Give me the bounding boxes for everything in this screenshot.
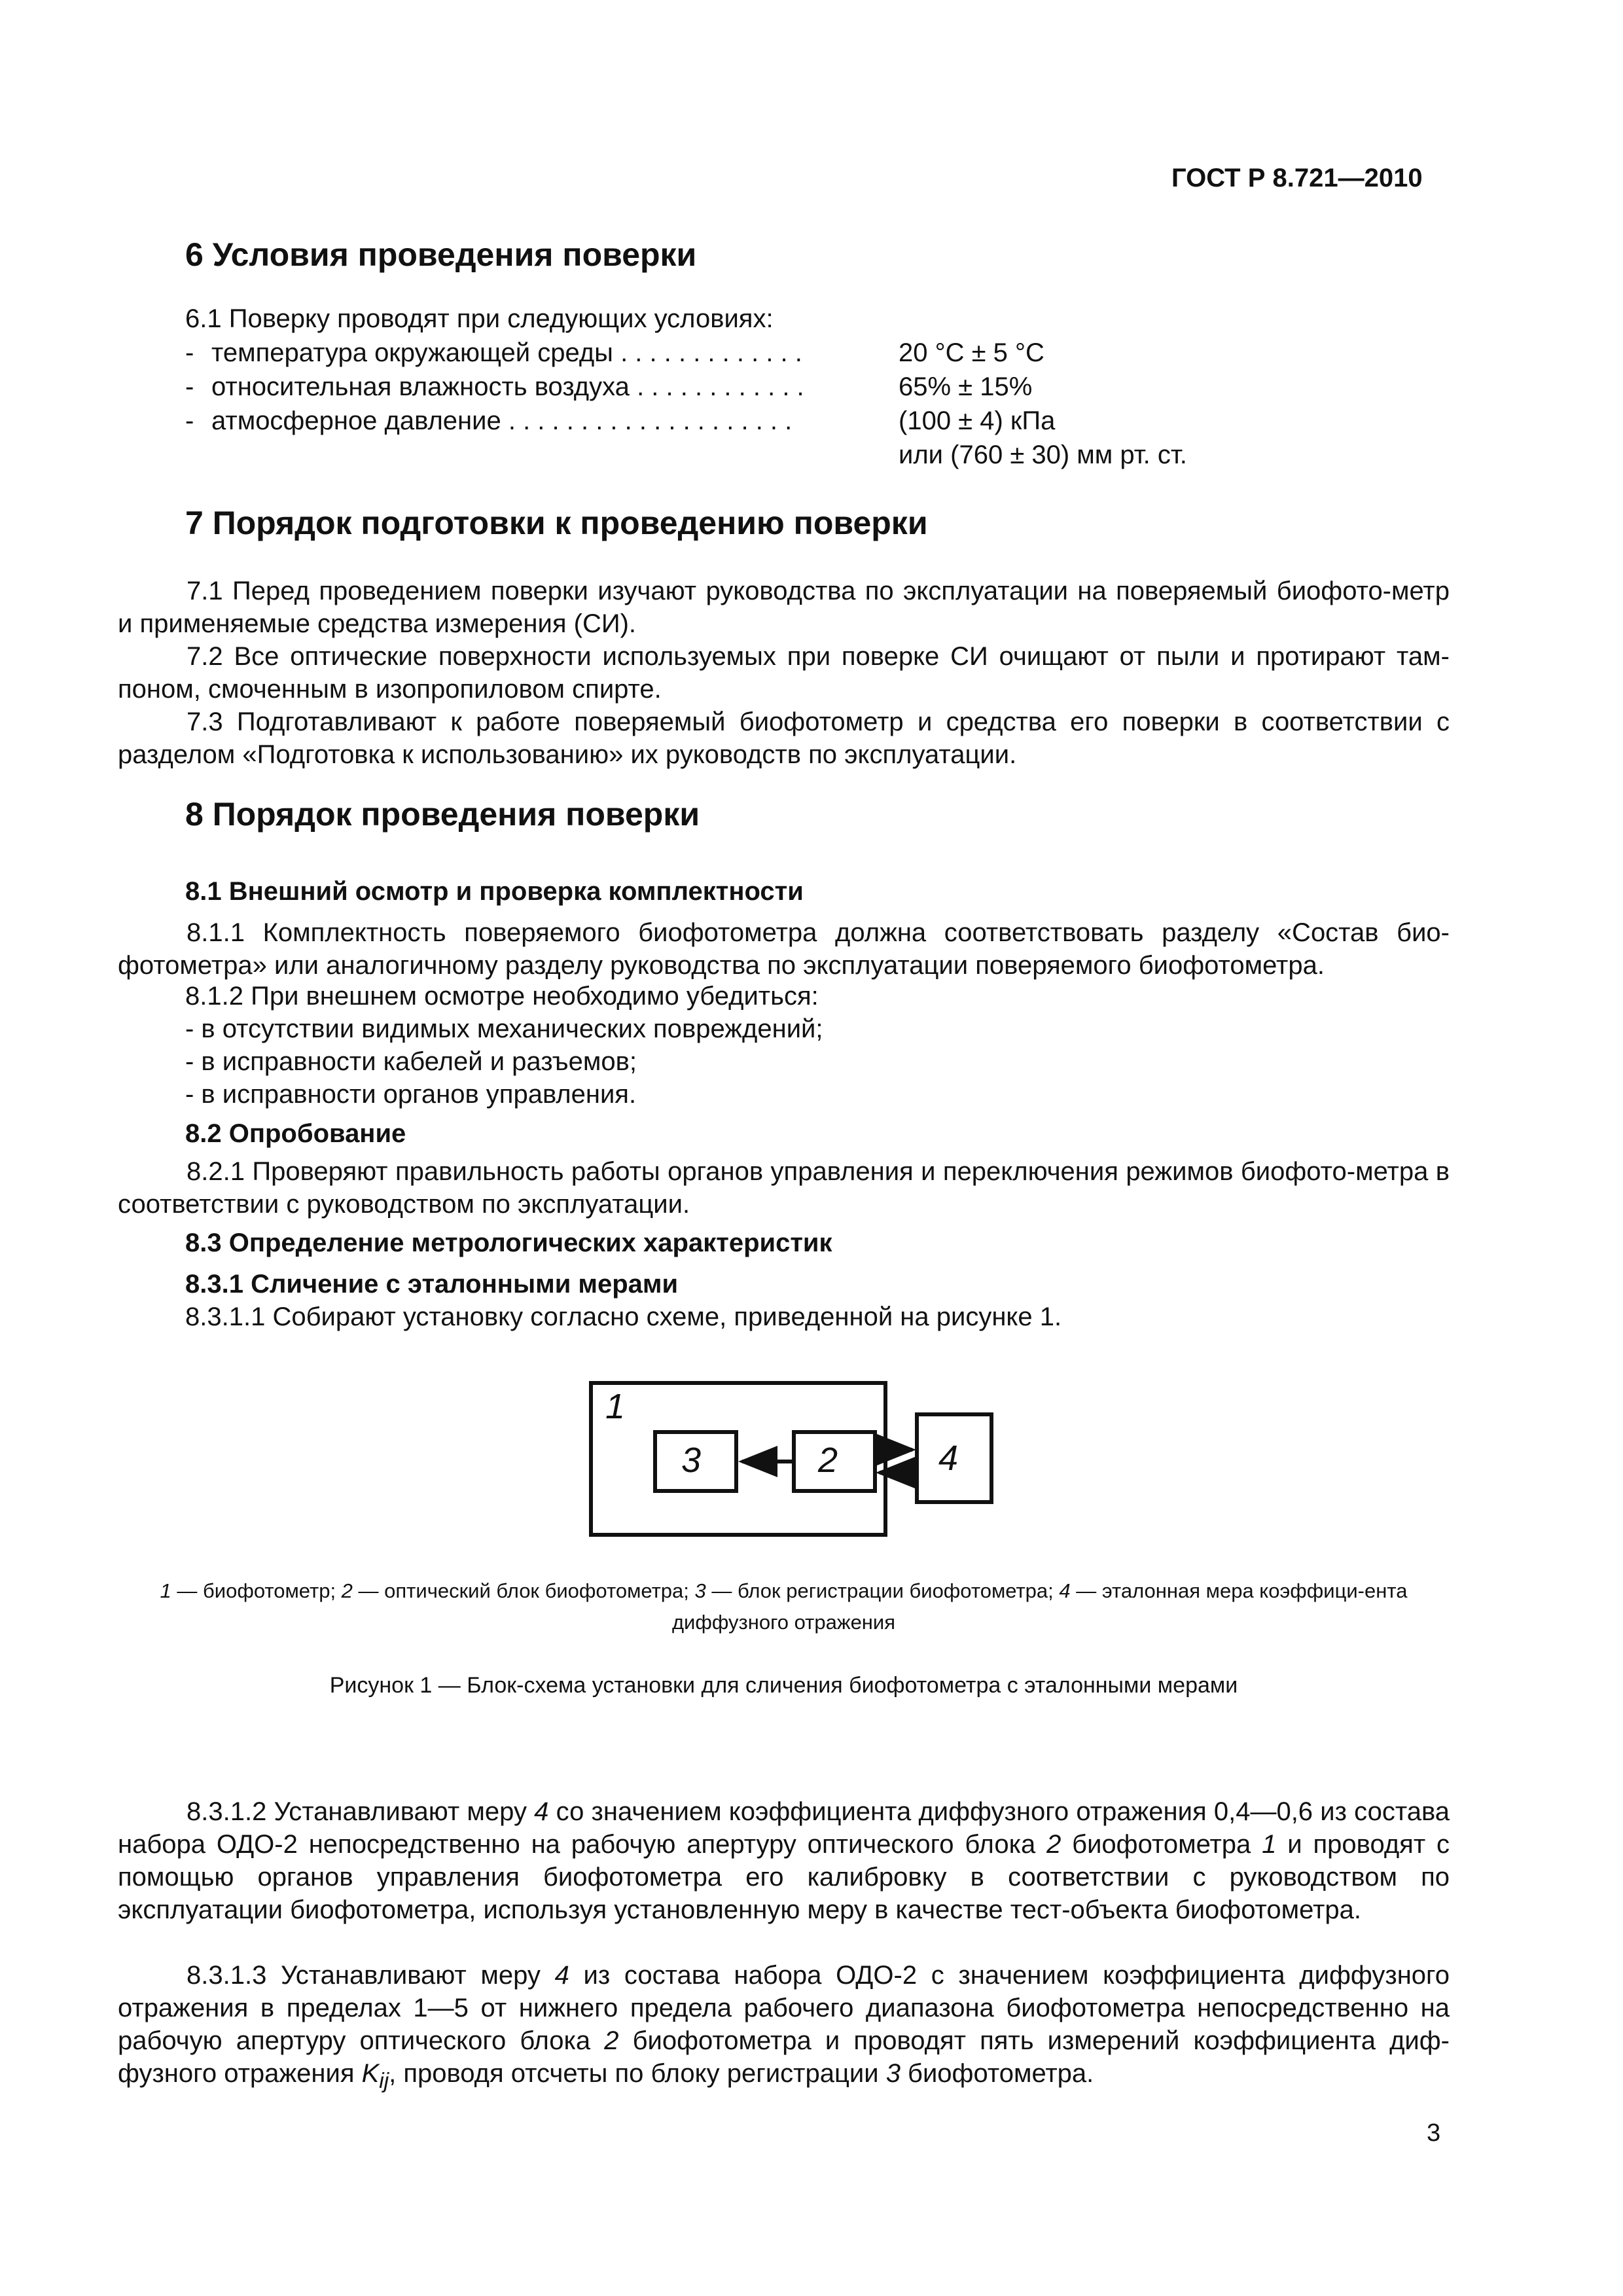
section-7-title: 7 Порядок подготовки к проведению поверки (185, 505, 928, 541)
figure-caption: Рисунок 1 — Блок-схема установки для сличения биофотометра с эталонными мерами (329, 1673, 1238, 1698)
condition-row: - атмосферное давление . . . . . . . . . . . . . . . . . . . . (185, 406, 793, 435)
page-number: 3 (1427, 2119, 1441, 2147)
document-code: ГОСТ Р 8.721—2010 (1171, 164, 1423, 192)
condition-value: 20 °C ± 5 °C (899, 338, 1044, 367)
paragraph-8-3-1-2: 8.3.1.2 Устанавливают меру 4 со значением коэффициента диффузного отражения 0,4—0,6 из состава набора ОДО-2 непосредственно на рабочую апертуру оптического блока 2 биофотометра 1 и проводят с помощью органов управления биофотометра его калибровку в соответствии с руководством по эксплуатации биофотометра, используя установленную меру в качестве тест-объекта биофотометра. (118, 1797, 1450, 1924)
paragraph-7-2: 7.2 Все оптические поверхности используемых при поверке СИ очищают от пыли и протирают там-поном, смоченным в изопропиловом спирте. (118, 642, 1450, 704)
paragraph-8-1-1: 8.1.1 Комплектность поверяемого биофотометра должна соответствовать разделу «Состав био-фотометра» или аналогичному разделу руководства по эксплуатации поверяемого биофотометра. (118, 918, 1450, 980)
paragraph-8-3-1-3: 8.3.1.3 Устанавливают меру 4 из состава набора ОДО-2 с значением коэффициента диффузного отражения в пределах 1—5 от нижнего предела рабочего диапазона биофотометра непосредственно на рабочую апертуру оптического блока 2 биофотометра и проводят пять измерений коэффициента диф-фузного отражения $K_{ij}$, проводя отсчеты по блоку регистрации 3 биофотометра. (118, 1961, 1450, 2093)
paragraph-8-3-1-1: 8.3.1.1 Собирают установку согласно схеме, приведенной на рисунке 1. (185, 1302, 1062, 1331)
condition-row: - относительная влажность воздуха . . . . . . . . . . . . (185, 372, 804, 401)
section-6-intro: 6.1 Поверку проводят при следующих условиях: (185, 304, 774, 333)
check-item: - в отсутствии видимых механических повреждений; (185, 1014, 823, 1043)
figure-legend: 1 — биофотометр; 2 — оптический блок биофотометра; 3 — блок регистрации биофотометра; 4 — эталонная мера коэффици-ента диффузного отражения (160, 1579, 1408, 1634)
block-label: 4 (938, 1439, 959, 1478)
block-label: 3 (681, 1441, 702, 1480)
check-item: - в исправности органов управления. (185, 1080, 637, 1109)
pressure-alt: или (760 ± 30) мм рт. ст. (899, 440, 1187, 469)
paragraph-8-2-1: 8.2.1 Проверяют правильность работы органов управления и переключения режимов биофото-метра в соответствии с руководством по эксплуатации. (118, 1157, 1450, 1219)
subsection-8-3-1-title: 8.3.1 Сличение с эталонными мерами (185, 1270, 679, 1299)
condition-value: (100 ± 4) кПа (899, 406, 1056, 435)
paragraph-7-1: 7.1 Перед проведением поверки изучают руководства по эксплуатации на поверяемый биофото-метр и применяемые средства измерения (СИ). (118, 577, 1450, 638)
block-label: 1 (605, 1387, 626, 1426)
condition-value: 65% ± 15% (899, 372, 1033, 401)
subsection-8-3-title: 8.3 Определение метрологических характеристик (185, 1229, 832, 1257)
paragraph-8-1-2: 8.1.2 При внешнем осмотре необходимо убедиться: (185, 982, 819, 1011)
block-label: 2 (818, 1441, 838, 1480)
condition-row: - температура окружающей среды . . . . . . . . . . . . . (185, 338, 802, 367)
subsection-8-2-title: 8.2 Опробование (185, 1119, 406, 1148)
section-6-title: 6 Условия проведения поверки (185, 236, 697, 273)
paragraph-7-3: 7.3 Подготавливают к работе поверяемый биофотометр и средства его поверки в соответствии с разделом «Подготовка к использованию» их руководств по эксплуатации. (118, 708, 1450, 769)
section-8-title: 8 Порядок проведения поверки (185, 796, 700, 833)
check-item: - в исправности кабелей и разъемов; (185, 1047, 637, 1076)
subsection-8-1-title: 8.1 Внешний осмотр и проверка комплектности (185, 877, 804, 906)
